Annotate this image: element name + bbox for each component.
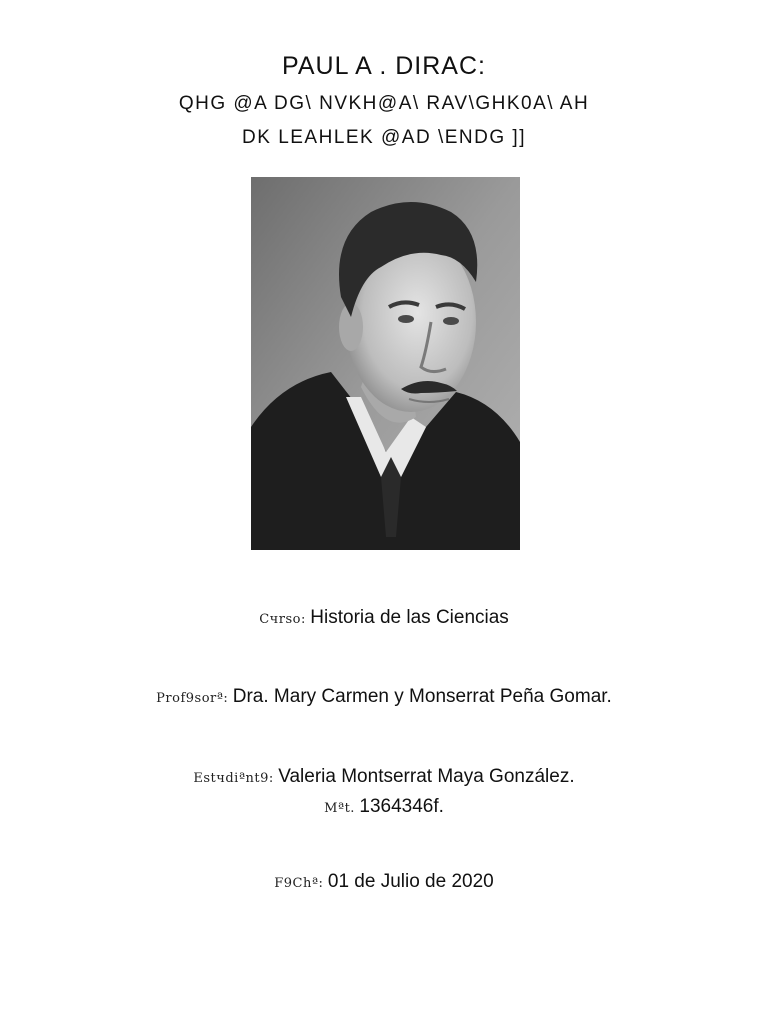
title-main: PAUL A . DIRAC: xyxy=(282,52,486,80)
subtitle-line-2: DK LEAHLEK @AD \ENDG ]] xyxy=(242,127,526,148)
professor-value: Dra. Mary Carmen y Monserrat Peña Gomar. xyxy=(232,686,612,707)
portrait-photo xyxy=(251,177,520,550)
student-line xyxy=(0,766,768,788)
student-id-line xyxy=(0,796,768,818)
date-line xyxy=(0,871,768,893)
student-value: Valeria Montserrat Maya González. xyxy=(278,766,575,787)
student-label: Estчdiªnt9: xyxy=(193,771,274,786)
course-line xyxy=(0,607,768,629)
student-id-label: Mªt. xyxy=(324,801,355,816)
date-label: F9Chª: xyxy=(274,876,324,891)
professor-line xyxy=(0,686,768,708)
subtitle-line-1: QHG @A DG\ NVKH@A\ RAV\GHK0A\ AH xyxy=(178,93,590,114)
date-value: 01 de Julio de 2020 xyxy=(327,871,494,892)
professor-label: Prof9sorª: xyxy=(156,691,229,706)
student-id-value: 1364346f. xyxy=(359,796,444,817)
course-value: Historia de las Ciencias xyxy=(310,607,509,628)
course-label: Cчrso: xyxy=(259,612,306,627)
